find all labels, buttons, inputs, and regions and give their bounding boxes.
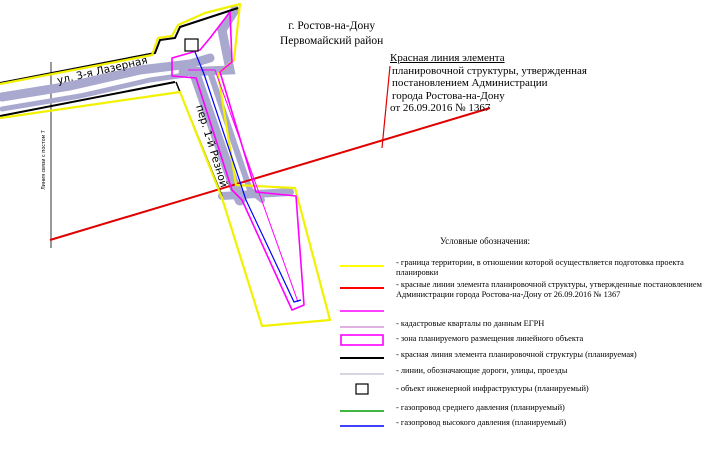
approved-red-line <box>50 108 490 240</box>
red-line-symbol <box>340 286 384 290</box>
legend-text: - объект инженерной инфраструктуры (планируемый) <box>396 384 589 393</box>
cadastre-line-symbol <box>340 325 384 329</box>
legend-item-cadastre <box>340 319 720 333</box>
legend-item-roads <box>340 366 720 380</box>
legend-text: - красные линии элемента планировочной структуры, утвержденные постановлением Администрации города Ростова-на-Дону от 26.09.2016 № 1367 <box>396 280 702 299</box>
black-line-symbol <box>340 356 384 360</box>
annotation-line: города Ростова-на-Дону <box>392 89 505 102</box>
legend-item-red-line <box>340 280 720 299</box>
yellow-line-symbol <box>340 264 384 268</box>
legend-text: - линии, обозначающие дороги, улицы, проезды <box>396 366 568 375</box>
blue-line-symbol <box>340 424 384 428</box>
zone-box-symbol <box>340 334 384 346</box>
magenta-line-symbol <box>340 309 384 313</box>
annotation-line: постановлением Администрации <box>392 77 548 89</box>
annotation-leader <box>382 66 390 148</box>
edge-note: Линия связи с постом 7 <box>42 130 47 190</box>
street-label-lazernaya: ул. 3-я Лазерная <box>55 54 149 87</box>
city-label <box>280 19 383 49</box>
district-name: Первомайский район <box>280 35 384 47</box>
road-line-symbol <box>340 372 384 376</box>
legend-item-magenta <box>340 303 720 317</box>
legend-text: - кадастровые кварталы по данным ЕГРН <box>396 319 545 328</box>
legend-text: - газопровод среднего давления (планируемый) <box>396 403 565 412</box>
territory-boundary <box>0 4 330 326</box>
street-label-reznoy: пер. 1-й Резной <box>193 103 230 189</box>
legend-text: - зона планируемого размещения линейного объекта <box>396 334 584 343</box>
legend-item-zone <box>340 334 720 348</box>
legend-title: Условные обозначения: <box>440 236 531 246</box>
legend-text: - граница территории, в отношении которой осуществляется подготовка проекта планировки <box>396 258 684 277</box>
annotation-line: планировочной структуры, утвержденная <box>392 64 587 77</box>
annotation-line: от 26.09.2016 № 1367 <box>390 102 491 114</box>
legend-item-object <box>340 384 720 398</box>
legend-item-planned-line <box>340 350 720 364</box>
legend-item-boundary <box>340 258 720 277</box>
legend-item-gas-high <box>340 418 720 432</box>
object-box-symbol <box>340 383 384 395</box>
red-line-annotation <box>390 52 587 115</box>
annotation-line: Красная линия элемента <box>390 52 505 64</box>
legend-item-gas-medium <box>340 403 720 417</box>
engineering-object <box>185 39 198 51</box>
green-line-symbol <box>340 409 384 413</box>
city-name: г. Ростов-на-Дону <box>288 20 376 32</box>
planned-line-south <box>0 82 175 116</box>
legend-text: - красная линия элемента планировочной структуры (планируемая) <box>396 350 637 359</box>
legend-text: - газопровод высокого давления (планируемый) <box>396 418 567 427</box>
